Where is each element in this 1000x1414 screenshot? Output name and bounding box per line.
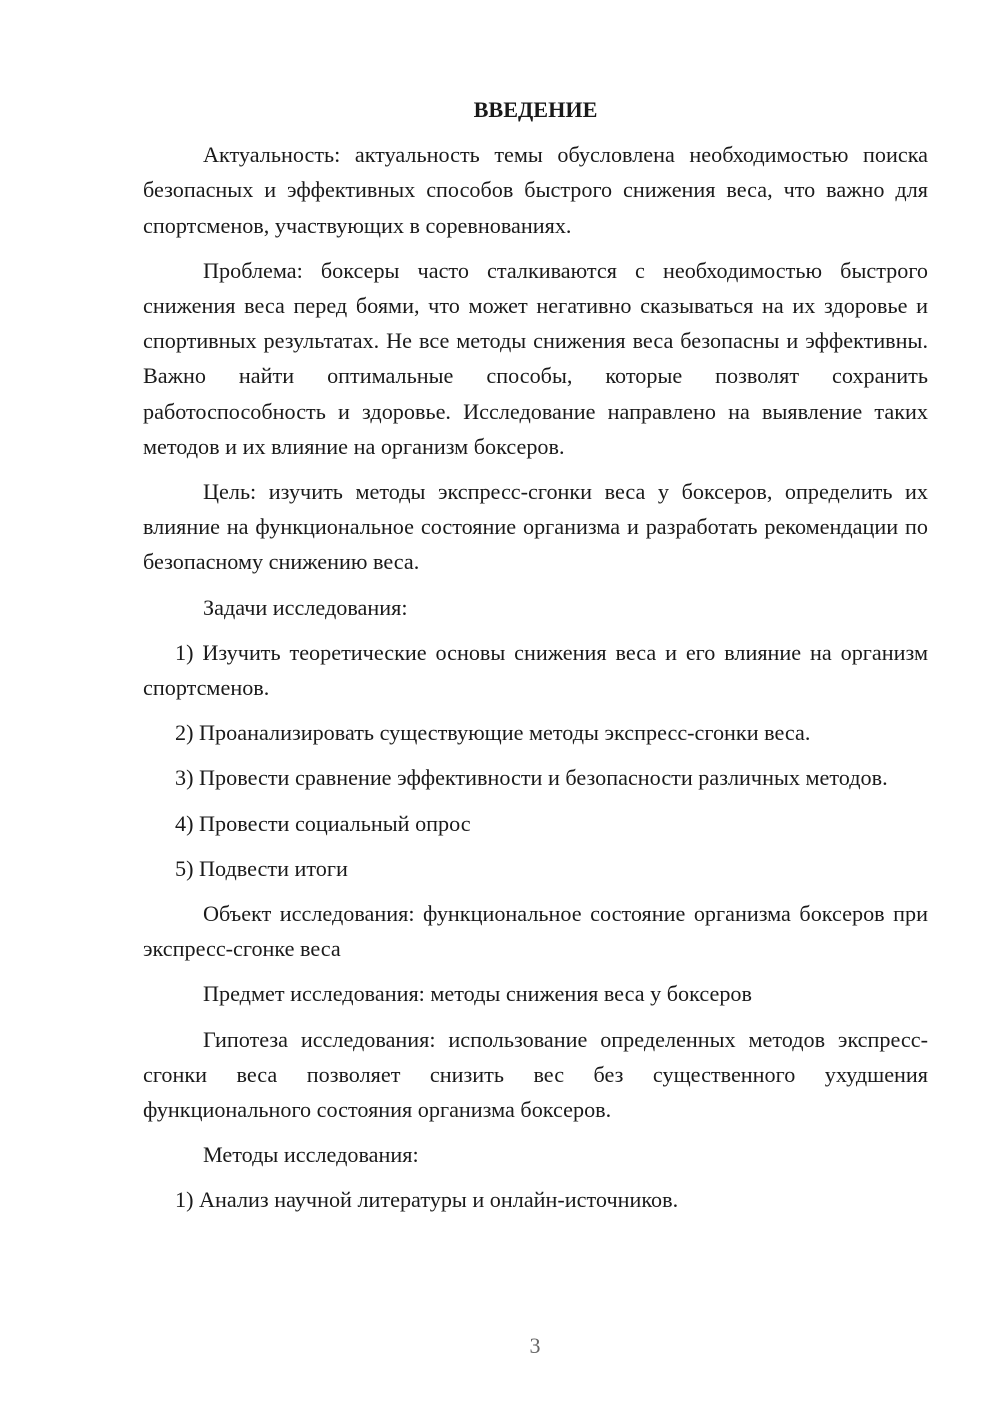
task-item-3: 3) Провести сравнение эффективности и безопасности различных методов. bbox=[175, 765, 888, 791]
task-item-4: 4) Провести социальный опрос bbox=[175, 810, 471, 836]
page-number: 3 bbox=[529, 1333, 541, 1358]
task-item-2: 2) Проанализировать существующие методы экспресс-сгонки веса. bbox=[175, 720, 811, 746]
paragraph-tasks-heading: Задачи исследования: bbox=[203, 594, 408, 620]
page-title: ВВЕДЕНИЕ bbox=[473, 97, 598, 122]
task-item-5: 5) Подвести итоги bbox=[175, 855, 348, 881]
paragraph-hypothesis: Гипотеза исследования: использование определенных методов экспресс-сгонки веса позволяет снизить вес без существенного ухудшения функционального состояния организма боксеров. bbox=[143, 1026, 928, 1123]
paragraph-subject: Предмет исследования: методы снижения веса у боксеров bbox=[203, 981, 752, 1007]
method-item-1: 1) Анализ научной литературы и онлайн-источников. bbox=[175, 1187, 679, 1213]
paragraph-goal: Цель: изучить методы экспресс-сгонки веса у боксеров, определить их влияние на функциональное состояние организма и разработать рекомендации по безопасному снижению веса. bbox=[143, 479, 928, 575]
task-item-1: 1) Изучить теоретические основы снижения веса и его влияние на организм спортсменов. bbox=[143, 639, 928, 701]
paragraph-object: Объект исследования: функциональное состояние организма боксеров при экспресс-сгонке веса bbox=[143, 901, 928, 962]
page-content bbox=[143, 92, 928, 1228]
paragraph-methods-heading: Методы исследования: bbox=[203, 1142, 419, 1168]
paragraph-relevance: Актуальность: актуальность темы обусловлена необходимостью поиска безопасных и эффективных способов быстрого снижения веса, что важно для спортсменов, участвующих в соревнованиях. bbox=[143, 142, 928, 238]
paragraph-problem: Проблема: боксеры часто сталкиваются с необходимостью быстрого снижения веса перед боями, что может негативно сказываться на их здоровье и спортивных результатах. Не все методы снижения веса безопасны и эффективны. Важно найти оптимальные способы, которые позволят сохранить работоспособность и здоровье. Исследование направлено на выявление таких методов и их влияние на организм боксеров. bbox=[143, 257, 928, 459]
